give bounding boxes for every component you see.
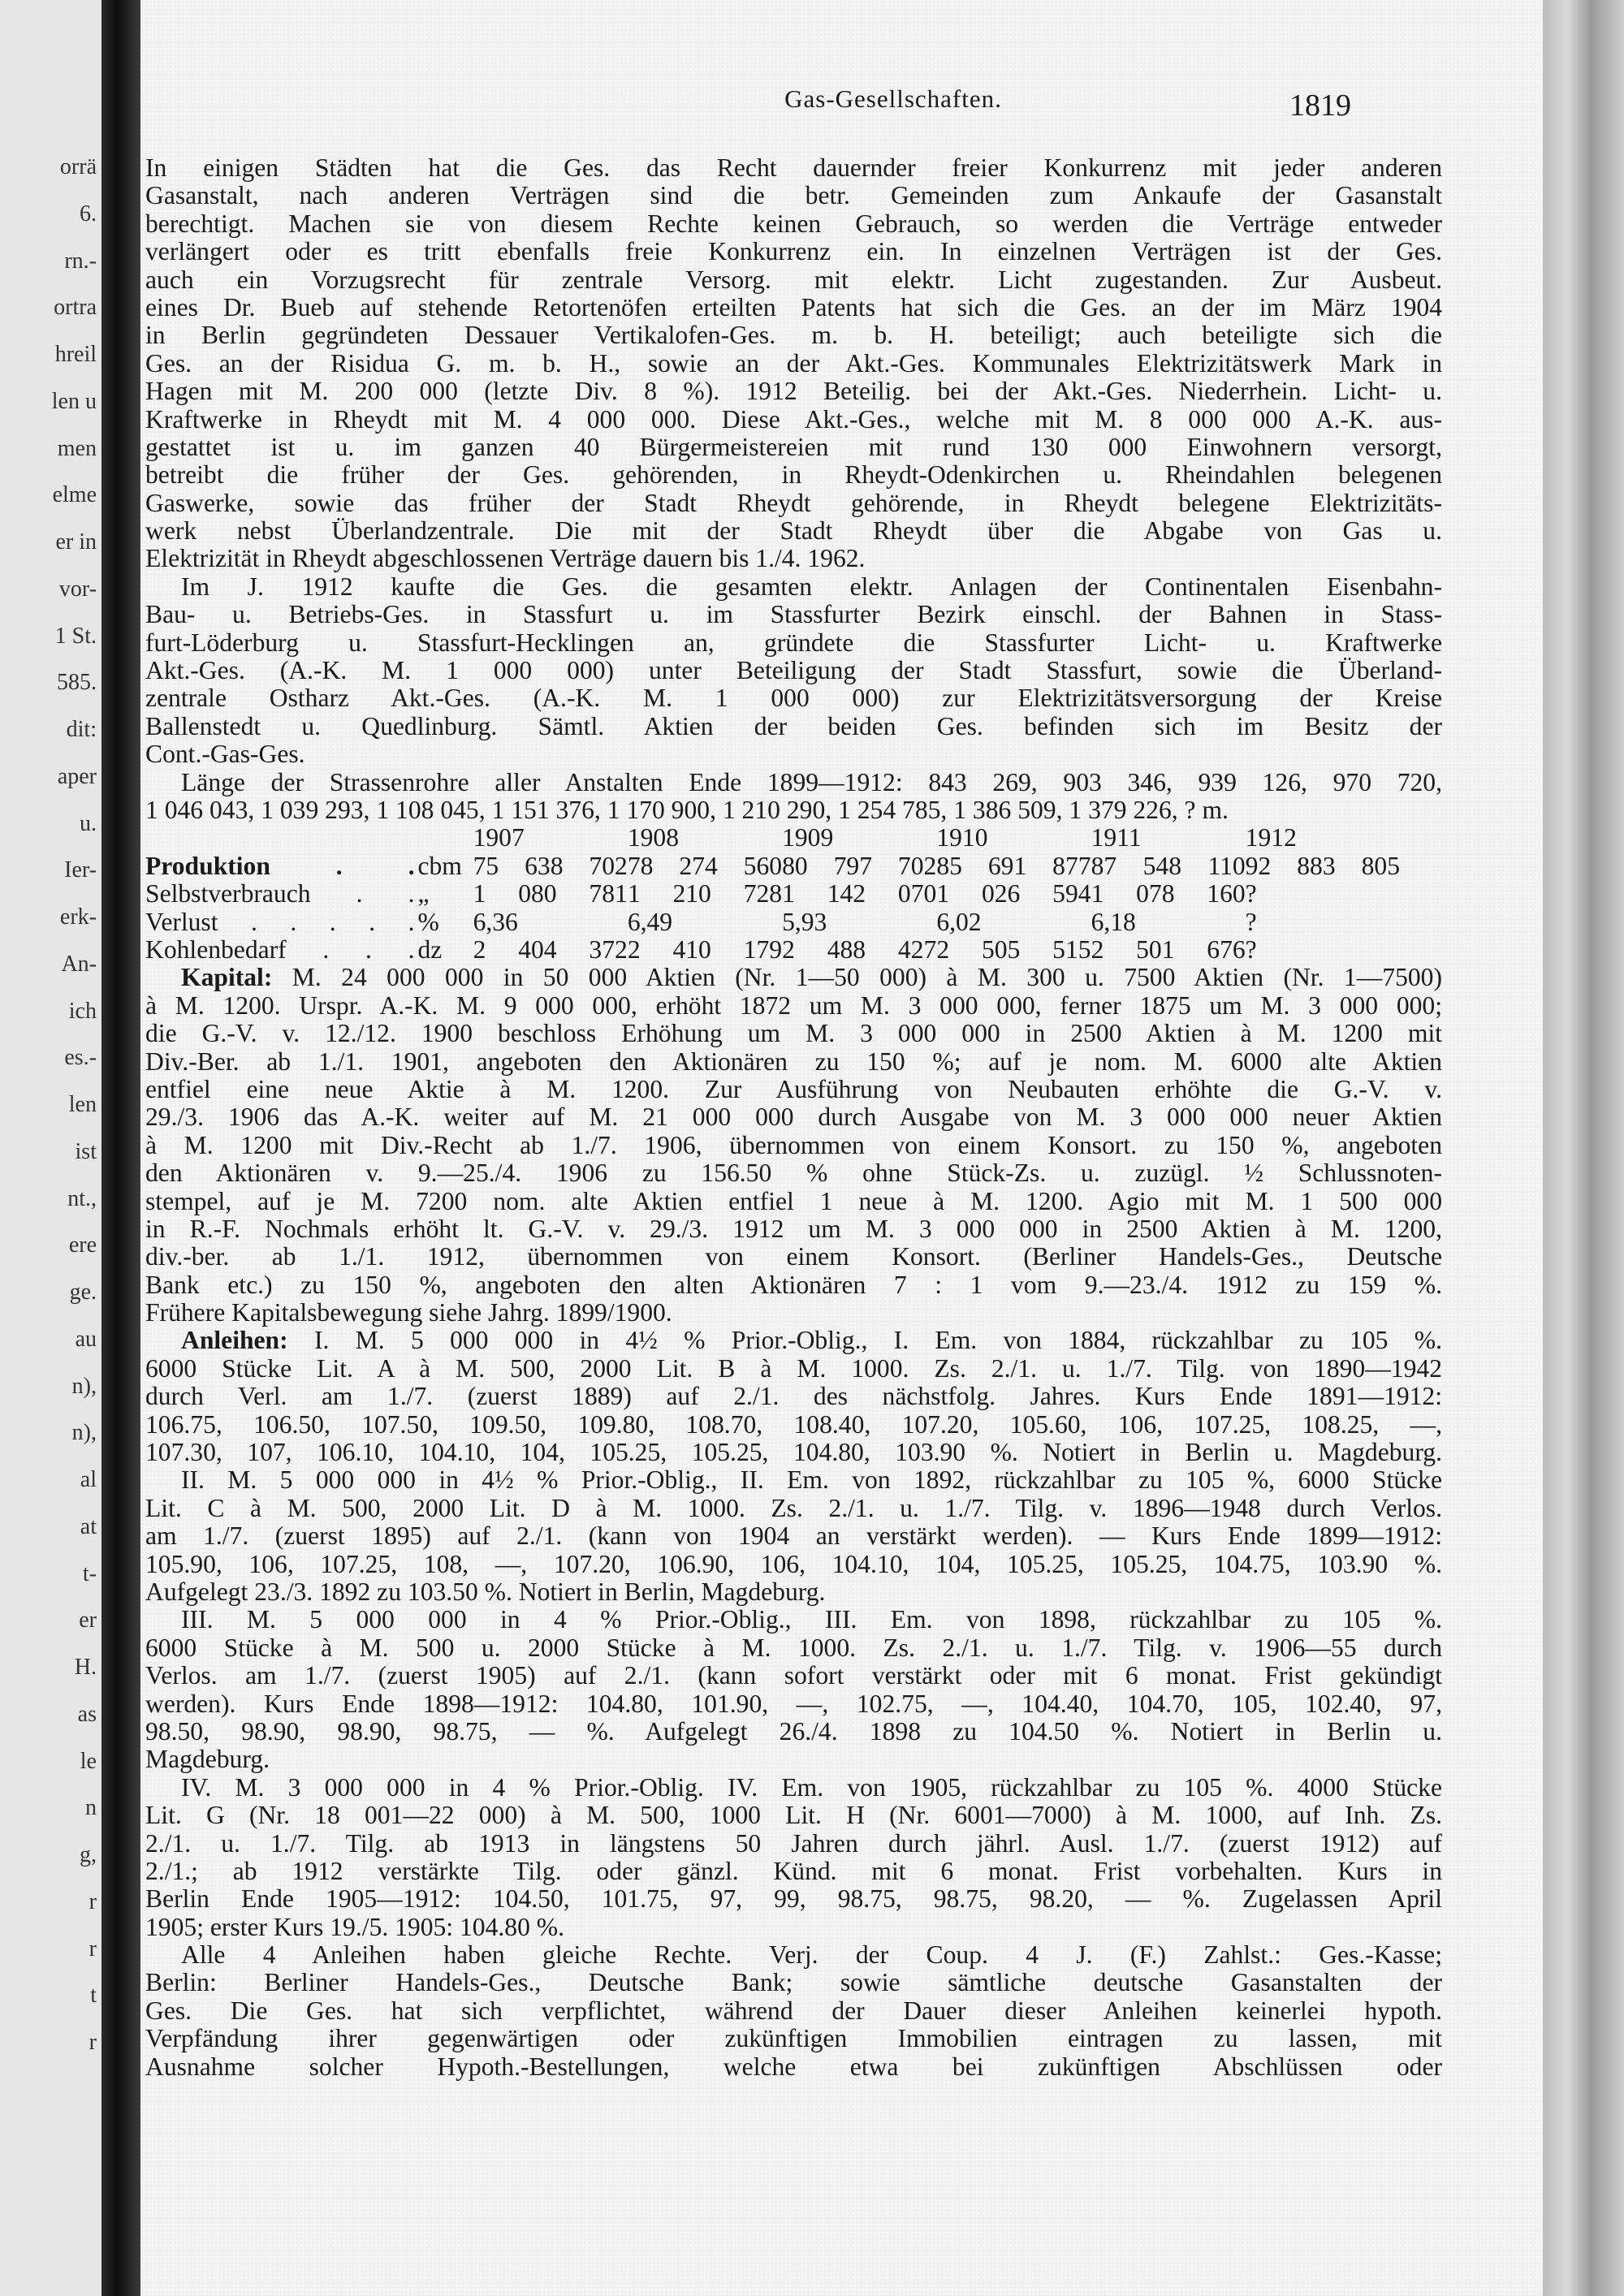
table-row [145,908,1442,936]
margin-fragment: r [89,2030,97,2055]
text-line: 29./3. 1906 das A.-K. weiter auf M. 21 000 000 durch Ausgabe von M. 3 000 000 neuer Aktien [145,1103,1442,1132]
text-line: Akt.-Ges. (A.-K. M. 1 000 000) unter Beteiligung der Stadt Stassfurt, sowie die Überland- [145,657,1442,685]
text-line: Ges. Die Ges. hat sich verpflichtet, während der Dauer dieser Anleihen keinerlei hypoth. [145,1996,1442,2025]
text-line: Ballenstedt u. Quedlinburg. Sämtl. Aktien der beiden Ges. befinden sich im Besitz der [145,712,1442,740]
text-run: I. M. 5 000 000 in 4½ % Prior.-Oblig., I. Em. von 1884, rückzahlbar zu 105 %. [287,1327,1442,1355]
text-line: Verpfändung ihrer gegenwärtigen oder zukünftigen Immobilien eintragen zu lassen, mit [145,2025,1442,2053]
table-cell: 2 410 179 [627,935,783,964]
text-line: Bau- u. Betriebs-Ges. in Stassfurt u. im Stassfurter Bezirk einschl. der Bahnen in Stass- [145,601,1442,629]
margin-fragment: nt., [67,1186,97,1211]
text-line: Berlin: Berliner Handels-Ges., Deutsche Bank; sowie sämtliche deutsche Gasanstalten der [145,1969,1442,1997]
text-line: den Aktionären v. 9.—25./4. 1906 zu 156.50 % ohne Stück-Zs. u. zuzügl. ½ Schlussnoten- [145,1159,1442,1188]
text-line: Alle 4 Anleihen haben gleiche Rechte. Verj. der Coup. 4 J. (F.) Zahlst.: Ges.-Kasse; [181,1941,1442,1970]
page-edge [1543,0,1624,2296]
margin-fragment: n), [71,1374,97,1399]
text-line: Lit. C à M. 500, 2000 Lit. D à M. 1000. Zs. 2./1. u. 1./7. Tilg. v. 1896—1948 durch Verlos. [145,1494,1442,1522]
text-line: stempel, auf je M. 7200 nom. alte Aktien entfiel 1 neue à M. 1200. Agio mit M. 1 500 000 [145,1187,1442,1215]
text-line: Gaswerke, sowie das früher der Stadt Rheydt gehörende, in Rheydt belegene Elektrizitäts- [145,489,1442,517]
table-cell: 2 505 515 [936,935,1091,964]
section-anleihen [145,1327,1442,1466]
text-line: entfiel eine neue Aktie à M. 1200. Zur Ausführung von Neubauten erhöhte die G.-V. v. [145,1075,1442,1103]
book-spine [102,0,140,2296]
text-line: Aufgelegt 23./3. 1892 zu 103.50 %. Notiert in Berlin, Magdeburg. [145,1578,826,1606]
text-line: 1 046 043, 1 039 293, 1 108 045, 1 151 376, 1 170 900, 1 210 290, 1 254 785, 1 386 509, 1 379 226, ? m. [145,796,1229,824]
table-cell: 1 210 728 [627,879,783,908]
paragraph-rechte [145,1941,1442,2081]
section-kapital [145,964,1442,1327]
text-line: in R.-F. Nochmals erhöht lt. G.-V. v. 29./3. 1912 um M. 3 000 000 in 2500 Aktien à M. 1200, [145,1215,1442,1243]
text-line: à M. 1200 mit Div.-Recht ab 1./7. 1906, übernommen von einem Konsort. zu 150 %, angeboten [145,1131,1442,1159]
text-line: zentrale Ostharz Akt.-Ges. (A.-K. M. 1 000 000) zur Elektrizitätsversorgung der Kreise [145,684,1442,713]
text-line: berechtigt. Machen sie von diesem Rechte keinen Gebrauch, so werden die Verträge entweder [145,209,1442,238]
margin-fragment: elme [52,482,97,507]
column-header-year: 1909 [782,823,834,852]
margin-fragment: t- [82,1561,97,1586]
row-unit: dz [417,935,443,964]
page-number: 1819 [1289,88,1351,123]
margin-fragment: r [89,1889,97,1914]
row-unit: cbm [417,851,462,880]
paragraph-konkurrenz [145,154,1442,573]
margin-fragment: er in [55,529,97,555]
text-line: Berlin Ende 1905—1912: 104.50, 101.75, 97, 99, 98.75, 98.75, 98.20, — %. Zugelassen April [145,1885,1442,1914]
table-cell: 85 691 877 [936,851,1091,880]
margin-fragment: 6. [80,201,97,227]
anleihe-iv [145,1774,1442,1941]
margin-fragment: Ier- [64,857,97,883]
margin-fragment: H. [74,1655,97,1680]
section-heading-anleihen: Anleihen: [181,1327,288,1355]
margin-fragment: t [90,1983,97,2008]
text-run: M. 24 000 000 in 50 000 Aktien (Nr. 1—50 000) à M. 300 u. 7500 Aktien (Nr. 1—7500) [272,964,1442,992]
text-line: 2./1.; ab 1912 verstärkte Tilg. oder gänzl. Künd. mit 6 monat. Frist vorbehalten. Kurs in [145,1857,1442,1885]
text-line: à M. 1200. Urspr. A.-K. M. 9 000 000, erhöht 1872 um M. 3 000 000, ferner 1875 um M. 3 000 000; [145,991,1442,1020]
section-heading-kapital: Kapital: [181,964,273,992]
margin-fragment: er [79,1608,97,1633]
margin-fragment: n), [71,1420,97,1445]
text-line: verlängert oder es tritt ebenfalls freie Konkurrenz ein. In einzelnen Verträgen ist der Ges. [145,238,1442,266]
table-cell: 87 548 110 [1091,851,1246,880]
text-line: auch ein Vorzugsrecht für zentrale Versorg. mit elektr. Licht zugestanden. Zur Ausbeut. [145,265,1442,294]
text-line: 105.90, 106, 107.25, 108, —, 107.20, 106.90, 106, 104.10, 104, 105.25, 105.25, 104.75, 103.90 %. [145,1550,1442,1578]
row-label: Verlust . . . . . [145,907,415,936]
text-line: 107.30, 107, 106.10, 104.10, 104, 105.25, 105.25, 104.80, 103.90 %. Notiert in Berlin u. Magdeburg. [145,1439,1442,1467]
margin-fragment: 585. [57,670,97,695]
row-label: Produktion . . [145,851,415,880]
table-cell: 1 080 781 [473,879,628,908]
table-cell: 78 274 560 [627,851,783,880]
table-cell: 2 501 676 [1091,935,1246,964]
table-cell: ? [1245,907,1257,936]
margin-fragment: men [57,436,97,461]
table-cell: 2 404 372 [473,935,628,964]
table-row [145,936,1442,964]
text-line: 2./1. u. 1./7. Tilg. ab 1913 in längstens 50 Jahren durch jährl. Ausl. 1./7. (zuerst 1912) auf [145,1829,1442,1858]
text-line: Div.-Ber. ab 1./1. 1901, angeboten den Aktionären zu 150 %; auf je nom. M. 6000 alte Aktien [145,1047,1442,1076]
text-line: die G.-V. v. 12./12. 1900 beschloss Erhöhung um M. 3 000 000 in 2500 Aktien à M. 1200 mit [145,1020,1442,1048]
text-line: durch Verl. am 1./7. (zuerst 1889) auf 2./1. des nächstfolg. Jahres. Kurs Ende 1891—1912: [145,1383,1442,1411]
text-line: gestattet ist u. im ganzen 40 Bürgermeistereien mit rund 130 000 Einwohnern versorgt, [145,433,1442,461]
column-header-year: 1907 [473,823,525,852]
table-header-row [145,824,1442,852]
margin-fragment: au [75,1327,97,1352]
text-line: Frühere Kapitalsbewegung siehe Jahrg. 1899/1900. [145,1299,672,1327]
column-header-year: 1911 [1091,823,1142,852]
margin-fragment: dit: [66,717,97,742]
table-cell: 2 488 427 [782,935,937,964]
table-cell: 6,02 [936,907,982,936]
text-line: div.-ber. ab 1./1. 1912, übernommen von einem Konsort. (Berliner Handels-Ges., Deutsche [145,1243,1442,1271]
text-line: Im J. 1912 kaufte die Ges. die gesamten elektr. Anlagen der Continentalen Eisenbahn- [181,572,1442,601]
margin-fragment: ere [68,1232,97,1258]
text-line: 6000 Stücke Lit. A à M. 500, 2000 Lit. B à M. 1000. Zs. 2./1. u. 1./7. Tilg. von 1890—1942 [145,1354,1442,1383]
table-cell: 1 142 070 [782,879,937,908]
text-line: Elektrizität in Rheydt abgeschlossenen Verträge dauern bis 1./4. 1962. [145,545,866,573]
text-line: 6000 Stücke à M. 500 u. 2000 Stücke à M. 1000. Zs. 2./1. u. 1./7. Tilg. v. 1906—55 durch [145,1634,1442,1662]
table-row [145,880,1442,908]
anleihe-ii [145,1466,1442,1606]
margin-fragment: g, [80,1842,97,1867]
paragraph-stassfurt [145,573,1442,769]
text-line: Magdeburg. [145,1746,270,1774]
row-unit: % [417,907,439,936]
paragraph-strassenrohre [145,769,1442,825]
text-line: In einigen Städten hat die Ges. das Recht dauernder freier Konkurrenz mit jeder anderen [145,154,1442,182]
text-line: II. M. 5 000 000 in 4½ % Prior.-Oblig., II. Em. von 1892, rückzahlbar zu 105 %, 6000 Stücke [181,1466,1442,1495]
margin-fragment: ist [75,1139,97,1164]
margin-fragment: aper [57,764,97,789]
table-cell: ? [1245,935,1257,964]
text-line: am 1./7. (zuerst 1895) auf 2./1. (kann von 1904 an verstärkt werden). — Kurs Ende 1899—1912: [145,1522,1442,1551]
table-cell: 92 883 805 [1245,851,1400,880]
text-line: 106.75, 106.50, 107.50, 109.50, 109.80, 108.70, 108.40, 107.20, 105.60, 106, 107.25, 108.25, —, [145,1410,1442,1439]
document-page [140,0,1543,2296]
margin-fragment: rn.- [64,248,97,274]
margin-fragment: ortra [54,295,97,320]
margin-fragment: al [80,1467,97,1492]
text-line: 98.50, 98.90, 98.90, 98.75, — %. Aufgelegt 26./4. 1898 zu 104.50 %. Notiert in Berlin u. [145,1717,1442,1746]
anleihe-iii [145,1606,1442,1773]
text-line: Gasanstalt, nach anderen Verträgen sind die betr. Gemeinden zum Ankaufe der Gasanstalt [145,182,1442,210]
table-cell: 6,36 [473,907,518,936]
production-table [145,824,1442,964]
column-header-year: 1910 [936,823,988,852]
text-line [145,1327,1442,1354]
table-cell: 6,18 [1091,907,1136,936]
table-cell: ? [1245,879,1257,908]
text-line: IV. M. 3 000 000 in 4 % Prior.-Oblig. IV. Em. von 1905, rückzahlbar zu 105 %. 4000 Stücke [181,1773,1442,1802]
margin-fragment: n [85,1795,97,1820]
margin-fragment: ich [68,999,97,1024]
table-cell: 6,49 [627,907,673,936]
margin-fragment: erk- [59,904,97,930]
margin-fragment: r [89,1936,97,1962]
text-line: Kraftwerke in Rheydt mit M. 4 000 000. Diese Akt.-Ges., welche mit M. 8 000 000 A.-K. aus- [145,405,1442,434]
row-unit: „ [417,879,430,908]
row-label: Kohlenbedarf . . . [145,935,415,964]
table-cell: 80 797 702 [782,851,937,880]
table-cell: 5,93 [782,907,827,936]
margin-fragment: orrä [59,154,97,179]
table-cell: 1 026 594 [936,879,1091,908]
margin-fragment: 1 St. [54,624,97,649]
margin-fragment: at [80,1514,97,1539]
margin-fragment: es.- [64,1045,97,1070]
margin-fragment: vor- [58,576,97,602]
margin-fragment: An- [61,952,97,977]
margin-fragment: u. [80,811,97,836]
margin-fragment: len u [51,389,97,414]
text-line: Cont.-Gas-Ges. [145,740,305,769]
text-line: werden). Kurs Ende 1898—1912: 104.80, 101.90, —, 102.75, —, 104.40, 104.70, 105, 102.40, 97, [145,1690,1442,1718]
margin-fragment: le [80,1749,97,1774]
table-cell: 75 638 702 [473,851,628,880]
text-line: III. M. 5 000 000 in 4 % Prior.-Oblig., III. Em. von 1898, rückzahlbar zu 105 %. [181,1606,1442,1634]
text-line: betreibt die früher der Ges. gehörenden, in Rheydt-Odenkirchen u. Rheindahlen belegenen [145,461,1442,490]
text-line: Ausnahme solcher Hypoth.-Bestellungen, welche etwa bei zukünftigen Abschlüssen oder [145,2052,1442,2081]
text-line: in Berlin gegründeten Dessauer Vertikalofen-Ges. m. b. H. beteiligt; auch beteiligte sich die [145,322,1442,350]
text-line: Ges. an der Risidua G. m. b. H., sowie an der Akt.-Ges. Kommunales Elektrizitätswerk Mark in [145,349,1442,378]
text-line: Hagen mit M. 200 000 (letzte Div. 8 %). 1912 Beteilig. bei der Akt.-Ges. Niederrhein. Licht- u. [145,378,1442,406]
page-body [140,154,1442,2081]
text-line: Länge der Strassenrohre aller Anstalten Ende 1899—1912: 843 269, 903 346, 939 126, 970 720, [181,768,1442,796]
text-line: eines Dr. Bueb auf stehende Retortenöfen erteilten Patents hat sich die Ges. an der im März 1904 [145,293,1442,322]
margin-fragment: as [77,1702,97,1727]
text-line [145,964,1442,991]
margin-fragment: len [68,1092,97,1117]
column-header-year: 1908 [627,823,679,852]
text-line: furt-Löderburg u. Stassfurt-Hecklingen an, gründete die Stassfurter Licht- u. Kraftwerke [145,628,1442,657]
text-line: 1905; erster Kurs 19./5. 1905: 104.80 %. [145,1913,564,1941]
table-row [145,852,1442,880]
text-line: Bank etc.) zu 150 %, angeboten den alten Aktionären 7 : 1 vom 9.—23./4. 1912 zu 159 %. [145,1271,1442,1299]
text-line: werk nebst Überlandzentrale. Die mit der Stadt Rheydt über die Abgabe von Gas u. [145,517,1442,546]
table-cell: 1 078 160 [1091,879,1246,908]
adjacent-page-margin [0,0,102,2296]
text-line: Verlos. am 1./7. (zuerst 1905) auf 2./1. (kann sofort verstärkt oder mit 6 monat. Frist gekündigt [145,1662,1442,1690]
text-line: Lit. G (Nr. 18 001—22 000) à M. 500, 1000 Lit. H (Nr. 6001—7000) à M. 1000, auf Inh. Zs. [145,1802,1442,1830]
column-header-year: 1912 [1245,823,1297,852]
running-head: Gas-Gesellschaften. [784,84,1002,113]
margin-fragment: hreil [54,342,97,367]
row-label: Selbstverbrauch . . [145,879,415,908]
margin-fragment: ge. [69,1280,97,1305]
